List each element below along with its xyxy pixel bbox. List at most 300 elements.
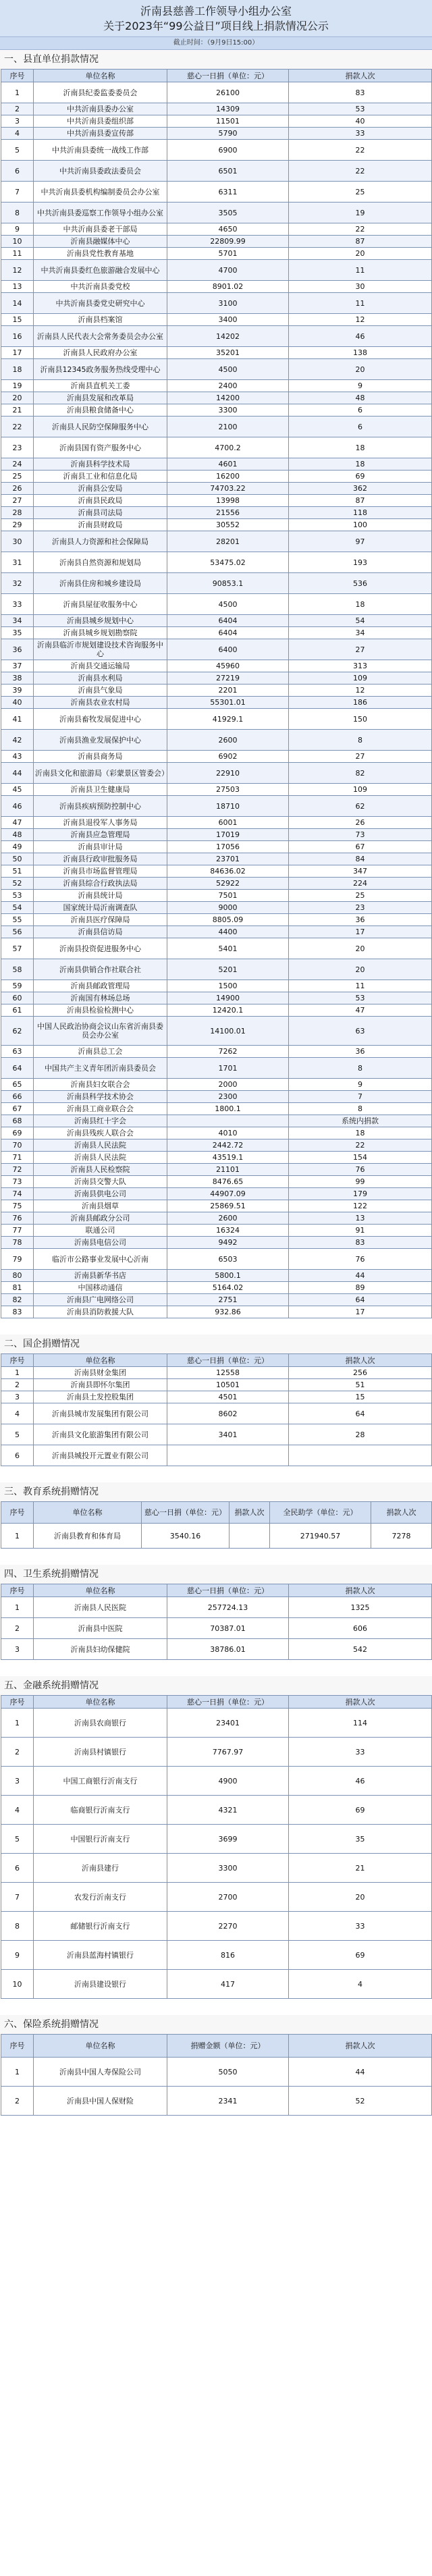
cell-count: 224 [289,878,432,890]
cell-count: 4 [289,1970,432,1999]
cell-amount: 417 [167,1970,289,1999]
cell-amount: 2442.72 [167,1139,289,1152]
cell-index: 40 [1,697,34,709]
table-header [1,70,432,82]
cell-count: 46 [289,326,432,347]
cell-name: 沂南县司法局 [34,507,167,519]
cell-name: 沂南县广电网络公司 [34,1294,167,1306]
cell-count [230,1524,270,1549]
cell-index: 2 [1,1618,34,1639]
cell-name: 沂南县水利局 [34,672,167,685]
cell-count: 89 [289,1282,432,1294]
cell-name: 中共沂南县委宣传部 [34,128,167,140]
cell-index: 62 [1,1017,34,1046]
cell-name: 沂南县烟草 [34,1200,167,1212]
cell-name: 沂南县妇女联合会 [34,1079,167,1091]
cell-amount: 22910 [167,763,289,784]
cell-index: 63 [1,1046,34,1058]
cell-count: 76 [289,1164,432,1176]
table-row [1,1294,432,1306]
col-header: 序号 [1,1354,34,1367]
cell-amount: 70387.01 [167,1618,289,1639]
cell-name: 沂南县应急管理局 [34,829,167,841]
cell-name: 沂南县党性教育基地 [34,248,167,260]
cell-count: 9 [289,1079,432,1091]
cell-index: 5 [1,140,34,161]
cell-name: 沂南县中医院 [34,1618,167,1639]
cell-index: 68 [1,1115,34,1127]
cell-amount: 52922 [167,878,289,890]
cell-name: 沂南县农业农村局 [34,697,167,709]
table-row [1,314,432,326]
cell-count: 83 [289,1237,432,1249]
cell-index: 83 [1,1306,34,1318]
table-row [1,103,432,115]
cell-name: 沂南县人民法院 [34,1139,167,1152]
table-header [1,1584,432,1597]
cell-name: 沂南县综合行政执法局 [34,878,167,890]
cell-count: 69 [289,1796,432,1825]
cell-amount: 5701 [167,248,289,260]
cell-name: 沂南县人民防空保障服务中心 [34,417,167,437]
cell-index: 43 [1,751,34,763]
cell-name: 沂南县新华书店 [34,1270,167,1282]
cell-index: 2 [1,1738,34,1767]
table-row [1,1796,432,1825]
cell-index: 81 [1,1282,34,1294]
cell-index: 69 [1,1127,34,1139]
donation-table-health [1,1584,432,1660]
cell-amount: 10501 [167,1379,289,1391]
cell-index: 27 [1,495,34,507]
cell-amount: 18710 [167,796,289,817]
cell-amount: 2341 [167,2087,289,2116]
cell-amount: 90853.1 [167,573,289,594]
table-row [1,326,432,347]
cell-count: 87 [289,236,432,248]
cell-index: 37 [1,660,34,672]
table-row [1,1767,432,1796]
table-row [1,347,432,359]
cell-amount: 44907.09 [167,1188,289,1200]
table-row [1,1058,432,1079]
cell-index: 17 [1,347,34,359]
table-row [1,1225,432,1237]
table-row [1,1883,432,1912]
cell-index: 54 [1,902,34,914]
cell-index: 78 [1,1237,34,1249]
table-row [1,615,432,627]
table-row [1,1524,432,1549]
cell-count [289,1445,432,1466]
cell-count: 91 [289,1225,432,1237]
deadline-bar [0,36,432,50]
cell-amount: 14900 [167,992,289,1004]
cell-amount: 3300 [167,404,289,417]
table-row [1,763,432,784]
table-row [1,730,432,751]
table-row [1,392,432,404]
col-header: 单位名称 [34,1354,167,1367]
table-row [1,890,432,902]
cell-name: 中国银行沂南支行 [34,1825,167,1854]
cell-name: 中共沂南县委巡察工作领导小组办公室 [34,203,167,223]
cell-name: 沂南县电信公司 [34,1237,167,1249]
cell-name: 沂南县蓝海村镇银行 [34,1941,167,1970]
table-row [1,1825,432,1854]
table-row [1,260,432,281]
cell-count: 20 [289,248,432,260]
table-row [1,1306,432,1318]
table-row [1,751,432,763]
cell-amount: 11501 [167,115,289,128]
cell-index: 31 [1,552,34,573]
cell-index: 8 [1,203,34,223]
table-row [1,573,432,594]
cell-count: 35 [289,1825,432,1854]
cell-count: 150 [289,709,432,730]
cell-index: 82 [1,1294,34,1306]
table-row [1,878,432,890]
cell-index: 2 [1,2087,34,2116]
cell-count: 62 [289,796,432,817]
cell-amount: 6404 [167,615,289,627]
cell-name: 中共沂南县委党校 [34,281,167,293]
cell-name: 沂南县村镇银行 [34,1738,167,1767]
cell-name: 沂南县发展和改革局 [34,392,167,404]
cell-count: 8 [289,1103,432,1115]
cell-amount: 13998 [167,495,289,507]
cell-amount: 14309 [167,103,289,115]
cell-amount: 30552 [167,519,289,531]
cell-index: 59 [1,980,34,992]
cell-index: 65 [1,1079,34,1091]
table-row [1,1424,432,1445]
cell-amount: 7501 [167,890,289,902]
cell-count: 9 [289,380,432,392]
cell-amount: 16324 [167,1225,289,1237]
cell-amount: 17056 [167,841,289,853]
table-row [1,660,432,672]
cell-name: 沂南县国有资产服务中心 [34,437,167,458]
cell-amount: 4650 [167,223,289,236]
cell-count: 20 [289,938,432,959]
cell-name: 沂南县即怀尔集团 [34,1379,167,1391]
cell-count: 51 [289,1379,432,1391]
cell-count: 23 [289,902,432,914]
cell-name: 沂南县人民法院 [34,1152,167,1164]
cell-name: 中共沂南县委统一战线工作部 [34,140,167,161]
cell-index: 3 [1,1391,34,1403]
table-row [1,203,432,223]
cell-amount: 8602 [167,1403,289,1424]
cell-name: 沂南县供销合作社联合社 [34,959,167,980]
table-row [1,1941,432,1970]
cell-name: 沂南县档案馆 [34,314,167,326]
cell-count: 18 [289,594,432,615]
table-row [1,1017,432,1046]
cell-count: 22 [289,223,432,236]
cell-amount: 4400 [167,926,289,938]
cell-index: 70 [1,1139,34,1152]
cell-amount: 1701 [167,1058,289,1079]
table-row [1,627,432,639]
cell-name: 沂南县住房和城乡建设局 [34,573,167,594]
cell-amount: 26100 [167,82,289,103]
table-header [1,1502,432,1524]
cell-index: 38 [1,672,34,685]
cell-amount: 25869.51 [167,1200,289,1212]
cell-amount: 2201 [167,685,289,697]
table-row [1,1597,432,1618]
cell-amount: 4900 [167,1767,289,1796]
cell-index: 19 [1,380,34,392]
cell-name: 沂南县交警大队 [34,1176,167,1188]
cell-name: 沂南县审计局 [34,841,167,853]
cell-index: 75 [1,1200,34,1212]
table-row [1,359,432,380]
table-row [1,471,432,483]
cell-count: 28 [289,1424,432,1445]
cell-amount: 16200 [167,471,289,483]
table-row [1,293,432,314]
table-row [1,140,432,161]
cell-index: 7 [1,182,34,203]
cell-index: 57 [1,938,34,959]
cell-name: 沂南县妇幼保健院 [34,1639,167,1660]
cell-amount: 74703.22 [167,483,289,495]
table-row [1,161,432,182]
cell-amount: 12420.1 [167,1004,289,1017]
page-subtitle: 关于2023年“99公益日”项目线上捐款情况公示 [103,20,329,32]
cell-count: 15 [289,1391,432,1403]
cell-amount: 21556 [167,507,289,519]
table-row [1,236,432,248]
cell-count: 256 [289,1367,432,1379]
cell-index: 6 [1,1445,34,1466]
deadline-value: （9月9日15:00） [207,39,259,47]
cell-count: 69 [289,471,432,483]
cell-index: 14 [1,293,34,314]
cell-count: 12 [289,685,432,697]
table-row [1,1403,432,1424]
table-row [1,926,432,938]
cell-name: 沂南县人民代表大会常务委员会办公室 [34,326,167,347]
cell-index: 72 [1,1164,34,1176]
cell-index: 1 [1,82,34,103]
cell-name: 沂南县投资促进服务中心 [34,938,167,959]
cell-count: 12 [289,314,432,326]
cell-count: 100 [289,519,432,531]
table-row [1,1091,432,1103]
cell-count: 22 [289,140,432,161]
cell-name: 沂南县气象局 [34,685,167,697]
table-header [1,1354,432,1367]
cell-name: 中共沂南县委党史研究中心 [34,293,167,314]
table-row [1,182,432,203]
section-title: 一、县直单位捐款情况 [0,50,432,69]
cell-amount: 4500 [167,594,289,615]
section-title: 三、教育系统捐赠情况 [0,1482,432,1501]
col-header: 捐款人次 [289,2035,432,2058]
cell-name: 沂南县公安局 [34,483,167,495]
cell-index: 73 [1,1176,34,1188]
table-row [1,417,432,437]
cell-name: 沂南县纪委监委委员会 [34,82,167,103]
table-row [1,1237,432,1249]
cell-name: 沂南县交通运输局 [34,660,167,672]
cell-name: 沂南县卫生健康局 [34,784,167,796]
cell-index: 77 [1,1225,34,1237]
cell-amount: 2270 [167,1912,289,1941]
cell-amount: 3400 [167,314,289,326]
col-header: 序号 [1,1696,34,1709]
cell-amount: 4321 [167,1796,289,1825]
cell-amount: 2000 [167,1079,289,1091]
cell-index: 24 [1,458,34,471]
cell-amount: 3300 [167,1854,289,1883]
cell-count: 48 [289,392,432,404]
cell-index: 55 [1,914,34,926]
cell-amount: 4500 [167,359,289,380]
cell-name: 沂南县人民医院 [34,1597,167,1618]
donation-table-edu [1,1501,432,1549]
cell-index: 10 [1,1970,34,1999]
table-header [1,1696,432,1709]
table-row [1,853,432,865]
cell-count: 536 [289,573,432,594]
cell-index: 74 [1,1188,34,1200]
col-header: 捐款人次 [289,1584,432,1597]
cell-amount: 2400 [167,380,289,392]
table-row [1,709,432,730]
table-row [1,1046,432,1058]
cell-name: 中国移动通信 [34,1282,167,1294]
cell-count-2: 7278 [371,1524,432,1549]
table-row [1,1212,432,1225]
cell-index: 79 [1,1249,34,1270]
col-header: 单位名称 [34,2035,167,2058]
table-row [1,1282,432,1294]
cell-count: 26 [289,817,432,829]
cell-amount: 27219 [167,672,289,685]
cell-name: 中国共产主义青年团沂南县委员会 [34,1058,167,1079]
cell-count: 44 [289,1270,432,1282]
cell-index: 2 [1,103,34,115]
table-row [1,1391,432,1403]
cell-name: 沂南县行政审批服务局 [34,853,167,865]
cell-count: 18 [289,458,432,471]
cell-amount: 2300 [167,1091,289,1103]
cell-index: 21 [1,404,34,417]
table-row [1,519,432,531]
cell-amount [167,1445,289,1466]
cell-index: 29 [1,519,34,531]
cell-name: 沂南县市场监督管理局 [34,865,167,878]
cell-name: 沂南县临沂市规划建设技术咨询服务中心 [34,639,167,660]
cell-name: 沂南县畜牧发展促进中心 [34,709,167,730]
cell-count: 36 [289,1046,432,1058]
cell-name: 临沂市公路事业发展中心沂南 [34,1249,167,1270]
cell-amount: 2600 [167,1212,289,1225]
table-row [1,2058,432,2087]
cell-count: 63 [289,1017,432,1046]
table-row [1,992,432,1004]
table-row [1,281,432,293]
cell-amount: 1800.1 [167,1103,289,1115]
col-header: 捐赠金额（单位：元） [167,2035,289,2058]
cell-name: 沂南县检验检测中心 [34,1004,167,1017]
section-title: 五、金融系统捐赠情况 [0,1676,432,1695]
table-row [1,1188,432,1200]
cell-count: 54 [289,615,432,627]
cell-count: 84 [289,853,432,865]
table-row [1,1738,432,1767]
cell-index: 1 [1,1709,34,1738]
cell-name: 中共沂南县委红色旅游融合发展中心 [34,260,167,281]
cell-amount-2: 271940.57 [270,1524,371,1549]
table-row [1,483,432,495]
cell-amount: 22809.99 [167,236,289,248]
cell-amount: 4501 [167,1391,289,1403]
cell-amount: 45960 [167,660,289,672]
cell-index: 1 [1,1597,34,1618]
donation-table-county [1,69,432,1318]
col-header: 单位名称 [34,70,167,82]
cell-name: 沂南县文化旅游集团有限公司 [34,1424,167,1445]
cell-name: 沂南县商务局 [34,751,167,763]
cell-amount: 3699 [167,1825,289,1854]
cell-amount: 27503 [167,784,289,796]
cell-index: 48 [1,829,34,841]
cell-count: 179 [289,1188,432,1200]
cell-name: 沂南县工业和信息化局 [34,471,167,483]
cell-name: 沂南县统计局 [34,890,167,902]
cell-amount: 2751 [167,1294,289,1306]
cell-index: 36 [1,639,34,660]
cell-name: 中共沂南县委组织部 [34,115,167,128]
table-row [1,1176,432,1188]
table-row [1,552,432,573]
cell-count: 13 [289,1212,432,1225]
section-title: 二、国企捐赠情况 [0,1335,432,1353]
cell-index: 4 [1,1796,34,1825]
table-row [1,1079,432,1091]
table-row [1,437,432,458]
cell-count: 27 [289,751,432,763]
cell-index: 46 [1,796,34,817]
cell-count: 19 [289,203,432,223]
cell-amount: 6001 [167,817,289,829]
table-row [1,1709,432,1738]
cell-amount: 5401 [167,938,289,959]
cell-name: 沂南县残疾人联合会 [34,1127,167,1139]
cell-index: 2 [1,1379,34,1391]
table-row [1,404,432,417]
cell-index: 51 [1,865,34,878]
cell-count: 8 [289,730,432,751]
cell-name: 沂南县消防救援大队 [34,1306,167,1318]
cell-count: 99 [289,1176,432,1188]
cell-count: 362 [289,483,432,495]
cell-count: 8 [289,1058,432,1079]
table-row [1,1639,432,1660]
cell-count: 542 [289,1639,432,1660]
cell-count: 64 [289,1403,432,1424]
cell-count: 1325 [289,1597,432,1618]
donation-table-finance [1,1695,432,1999]
cell-amount: 6404 [167,627,289,639]
